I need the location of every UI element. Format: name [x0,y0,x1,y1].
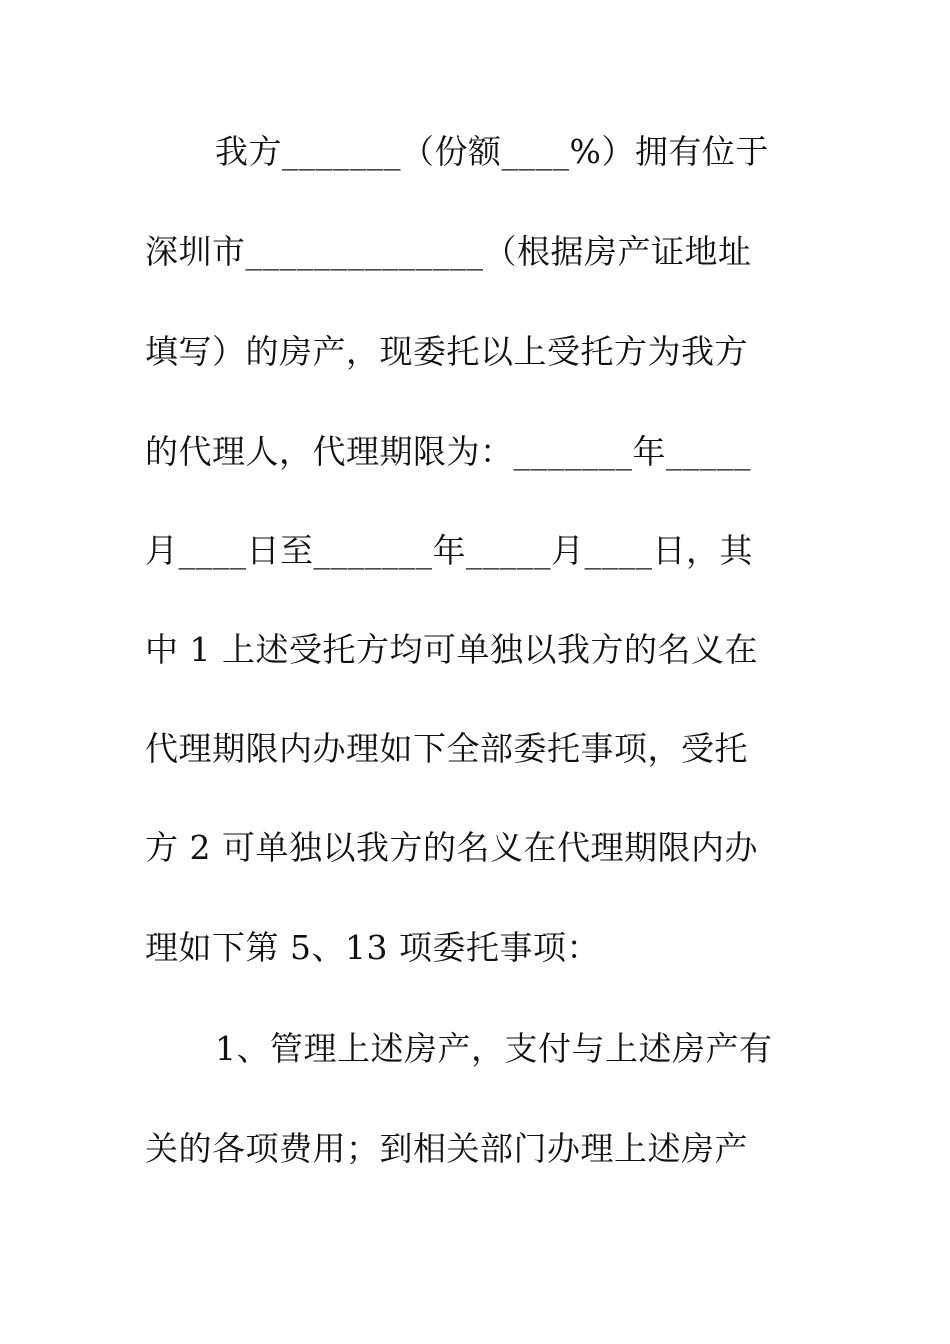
paragraph-line: 中 1 上述受托方均可单独以我方的名义在 [145,630,758,669]
paragraph-line: 方 2 可单独以我方的名义在代理期限内办 [145,828,758,867]
paragraph-line: 理如下第 5、13 项委托事项： [145,928,600,967]
paragraph-line: 的代理人，代理期限为：_______年_____ [145,432,751,471]
paragraph-line: 我方_______（份额____%）拥有位于 [215,132,769,171]
list-item-line: 1、管理上述房产，支付与上述房产有 [215,1029,773,1068]
paragraph-line: 代理期限内办理如下全部委托事项，受托 [145,729,748,768]
paragraph-line: 深圳市______________（根据房产证地址 [145,232,752,271]
paragraph-line: 填写）的房产，现委托以上受托方为我方 [145,332,748,371]
list-item-line: 关的各项费用；到相关部门办理上述房产 [145,1129,748,1168]
paragraph-line: 月____日至_______年_____月____日，其 [145,531,753,570]
